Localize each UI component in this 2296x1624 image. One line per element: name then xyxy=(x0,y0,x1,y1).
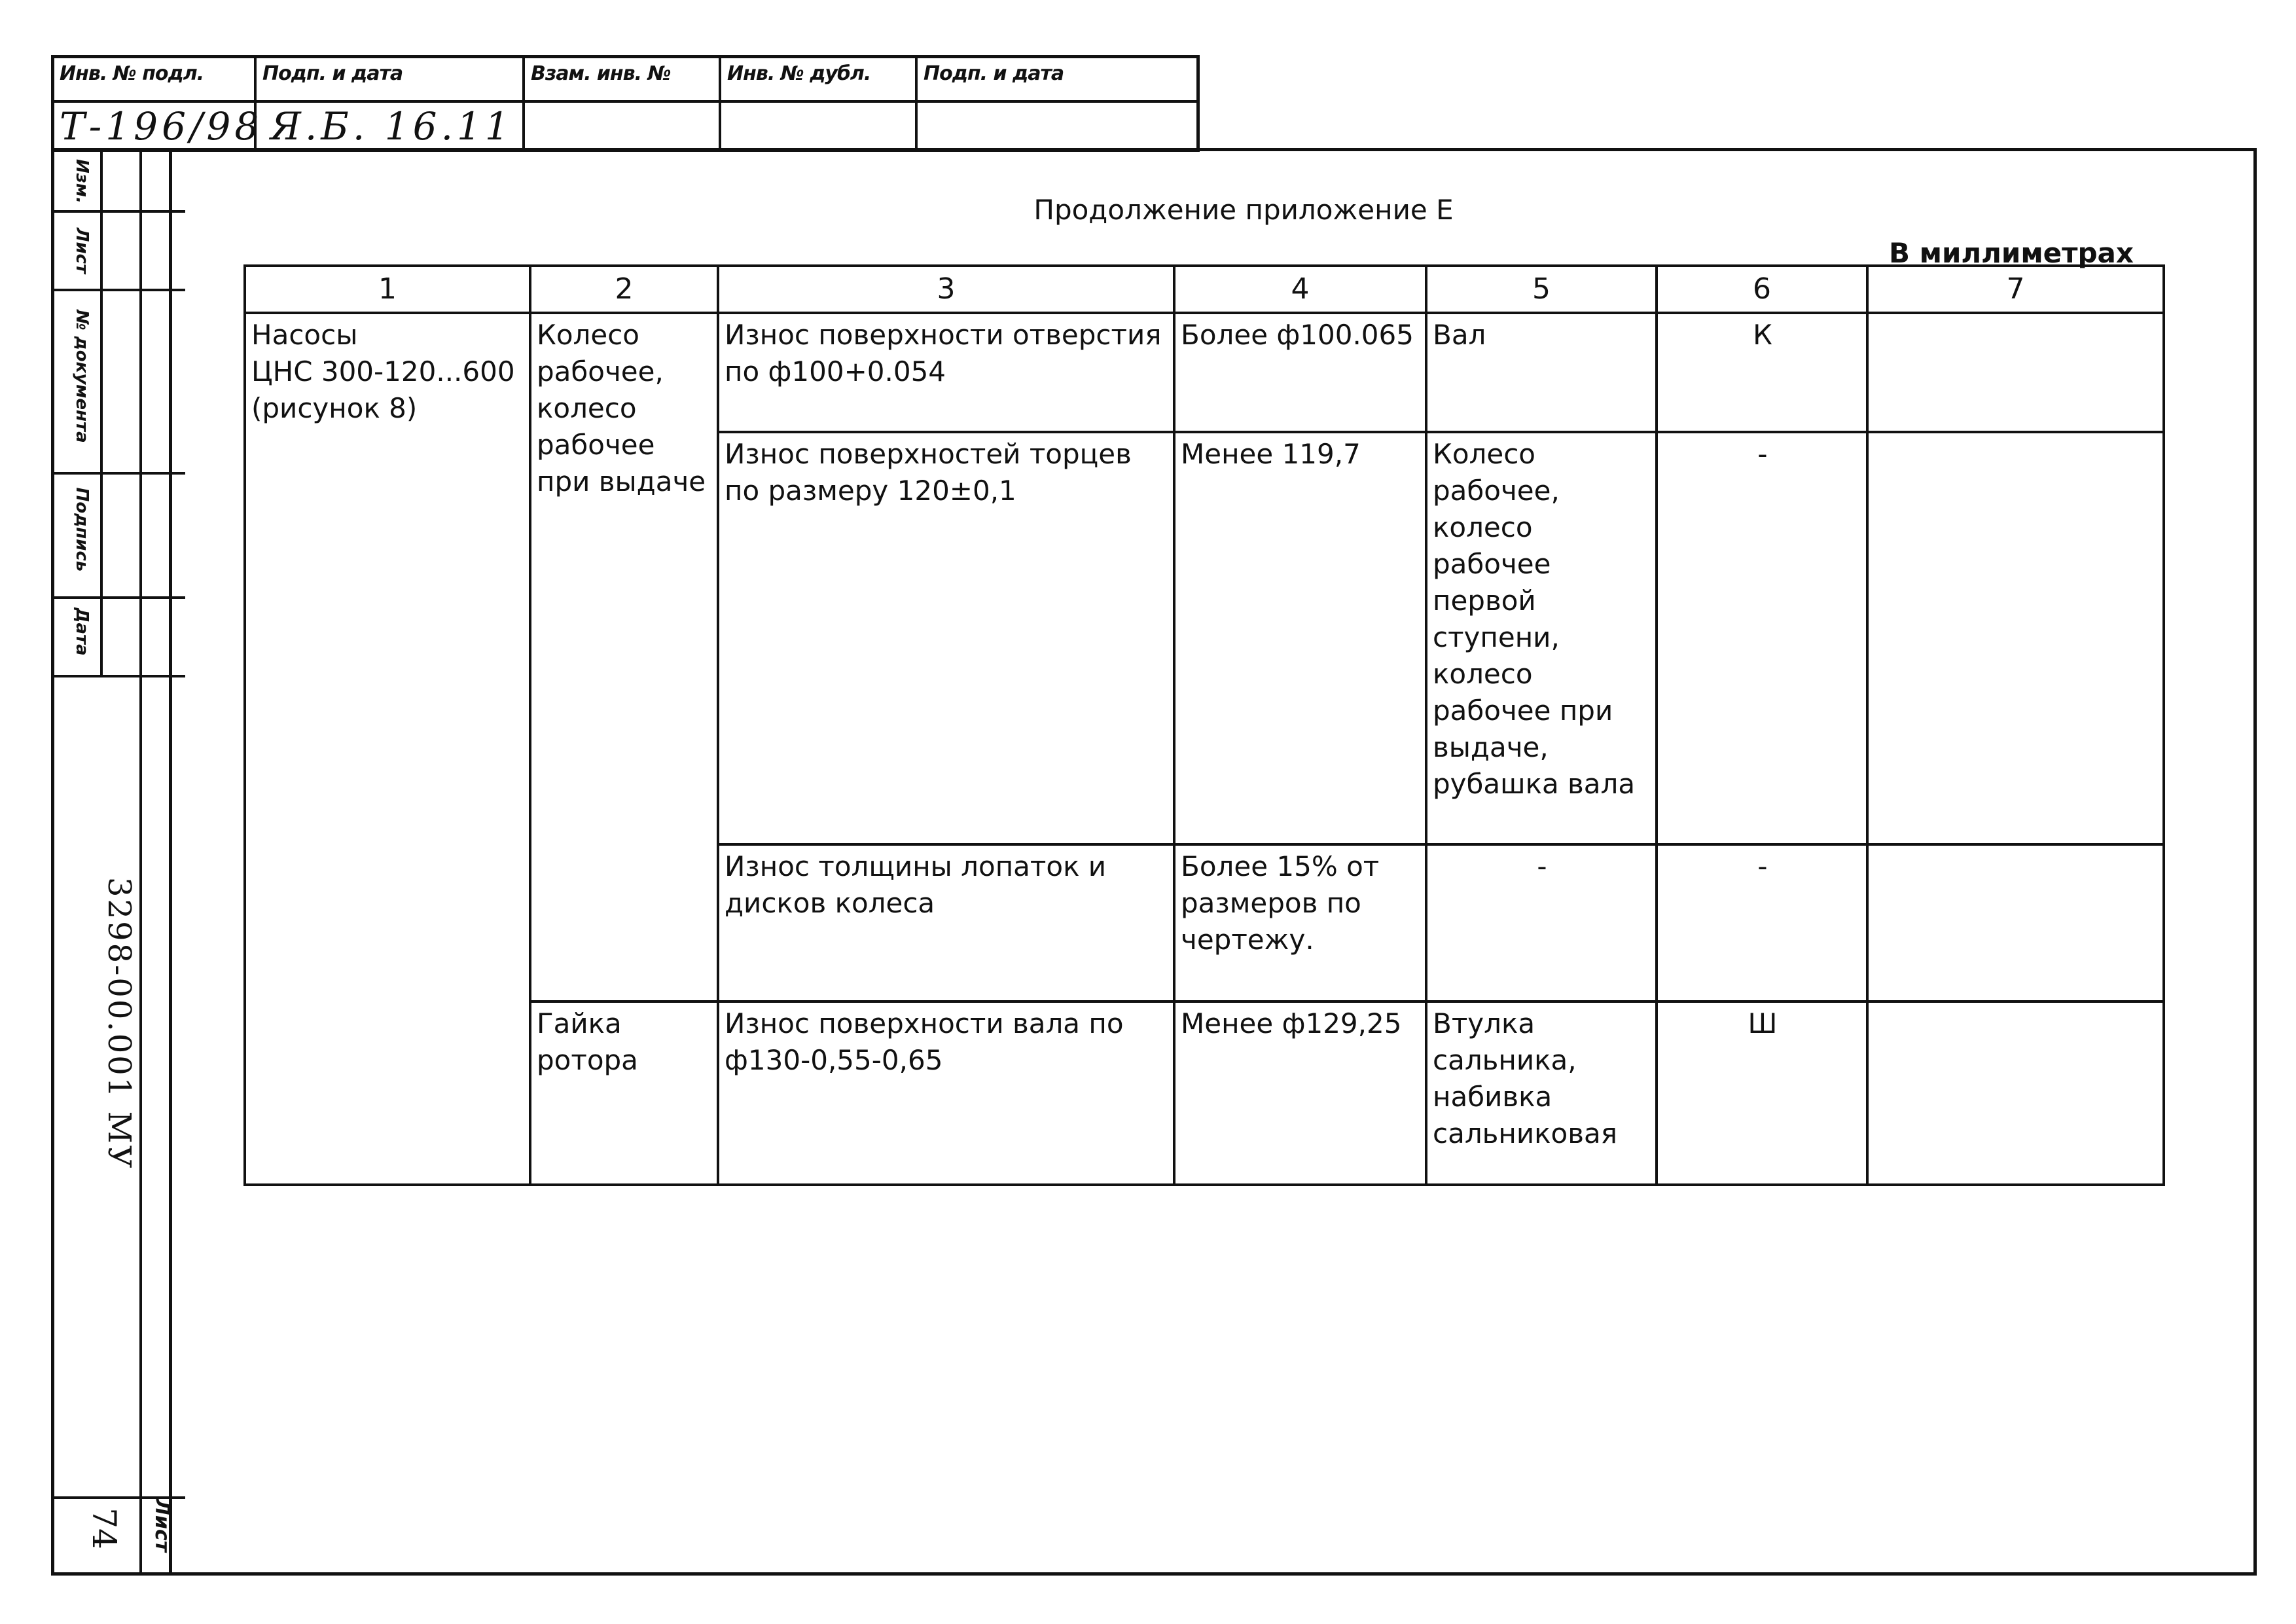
stamp-divider xyxy=(54,100,1196,103)
sheet-number: 74 xyxy=(85,1507,123,1549)
strip-divider xyxy=(139,151,142,1572)
equipment-cell: Насосы ЦНС 300-120...600 (рисунок 8) xyxy=(245,313,530,1185)
strip-divider xyxy=(54,675,185,677)
notes-cell xyxy=(1867,432,2164,844)
stamp-divider xyxy=(522,58,525,149)
strip-label-signature: Подпись xyxy=(72,487,92,572)
stamp-divider xyxy=(719,58,721,149)
defect-cell: Износ поверхности вала по ф130-0,55-0,65 xyxy=(718,1001,1174,1185)
related-parts-cell: Колесо рабочее, колесо рабочее первой ступени, колесо рабочее при выдаче, рубашка вала xyxy=(1426,432,1657,844)
notes-cell xyxy=(1867,844,2164,1001)
stamp-header-replace-inv: Взам. инв. № xyxy=(531,62,671,85)
part-cell: Колесо рабочее, колесо рабочее при выдаче xyxy=(530,313,718,1001)
related-parts-cell: - xyxy=(1426,844,1657,1001)
document-code: 3298-00.001 МУ xyxy=(101,877,137,1170)
notes-cell xyxy=(1867,1001,2164,1185)
defect-cell: Износ поверхности отверстия по ф100+0.054 xyxy=(718,313,1174,432)
left-title-strip xyxy=(51,148,182,1576)
stamp-header-inv-dup: Инв. № дубл. xyxy=(727,62,871,85)
code-cell: К xyxy=(1657,313,1867,432)
code-cell: - xyxy=(1657,844,1867,1001)
code-cell: Ш xyxy=(1657,1001,1867,1185)
defect-cell: Износ толщины лопаток и дисков колеса xyxy=(718,844,1174,1001)
column-header: 6 xyxy=(1657,266,1867,313)
strip-label-doc-number: № документа xyxy=(72,310,92,443)
column-header: 4 xyxy=(1174,266,1426,313)
code-cell: - xyxy=(1657,432,1867,844)
column-header: 2 xyxy=(530,266,718,313)
stamp-divider xyxy=(915,58,918,149)
defects-table xyxy=(243,264,2165,1186)
limit-cell: Более ф100.065 xyxy=(1174,313,1426,432)
column-header: 1 xyxy=(245,266,530,313)
strip-label-change: Изм. xyxy=(72,159,92,204)
stamp-inv-number: Т-196/98 xyxy=(60,104,263,149)
notes-cell xyxy=(1867,313,2164,432)
strip-label-date: Дата xyxy=(72,607,92,656)
stamp-header-sign-date: Подп. и дата xyxy=(262,62,403,85)
stamp-header-sign-date-2: Подп. и дата xyxy=(924,62,1064,85)
table-header-row xyxy=(245,266,2164,313)
part-cell: Гайка ротора xyxy=(530,1001,718,1185)
related-parts-cell: Вал xyxy=(1426,313,1657,432)
column-header: 7 xyxy=(1867,266,2164,313)
related-parts-cell: Втулка сальника, набивка сальниковая xyxy=(1426,1001,1657,1185)
defect-cell: Износ поверхностей торцев по размеру 120±0,1 xyxy=(718,432,1174,844)
units-note: В миллиметрах xyxy=(1888,237,2134,269)
approval-stamp xyxy=(51,55,1200,152)
column-header: 3 xyxy=(718,266,1174,313)
page-title: Продолжение приложение Е xyxy=(1033,194,1454,226)
sheet-label: Лист xyxy=(151,1499,173,1553)
limit-cell: Менее 119,7 xyxy=(1174,432,1426,844)
table-row xyxy=(245,313,2164,432)
stamp-header-inv-orig: Инв. № подл. xyxy=(60,62,204,85)
strip-label-sheet: Лист xyxy=(72,227,92,274)
table-row xyxy=(245,1001,2164,1185)
limit-cell: Более 15% от размеров по чертежу. xyxy=(1174,844,1426,1001)
limit-cell: Менее ф129,25 xyxy=(1174,1001,1426,1185)
column-header: 5 xyxy=(1426,266,1657,313)
stamp-signature-date: Я.Б. 16.11 xyxy=(270,104,513,149)
